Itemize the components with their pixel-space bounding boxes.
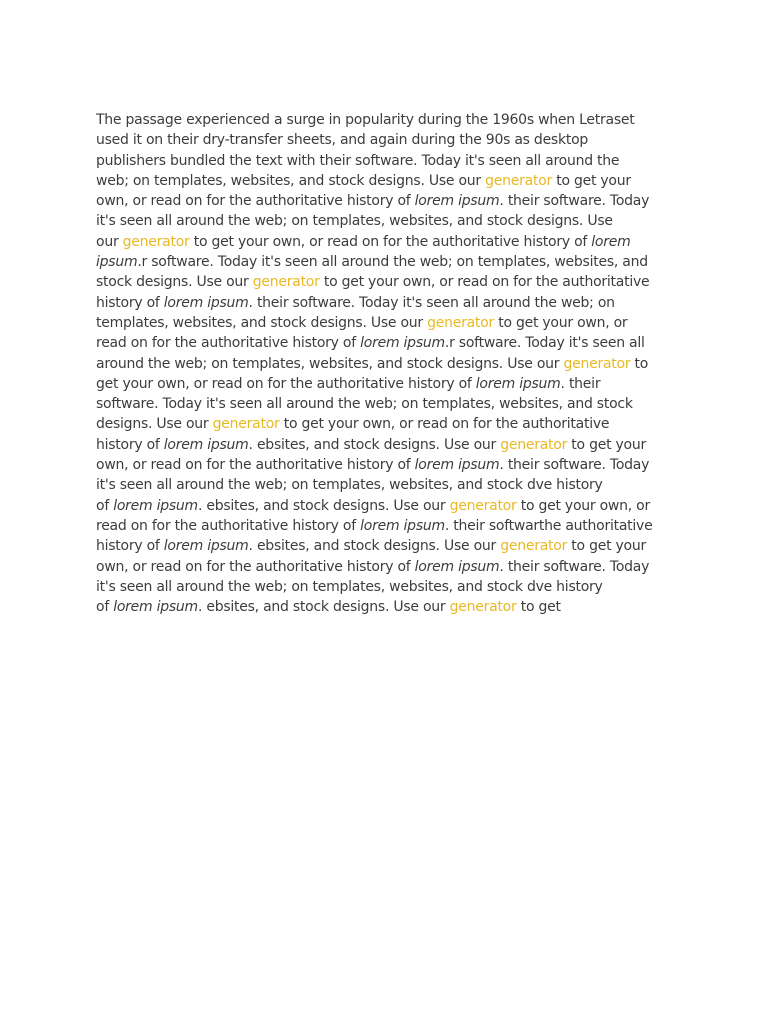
text-run: designs. Use our: [96, 416, 213, 433]
generator-link[interactable]: generator: [212, 416, 280, 433]
text-run: history of: [96, 294, 164, 311]
text-line: [96, 293, 676, 313]
text-line: [96, 151, 676, 171]
text-run: it's seen all around the web; on templates, websites, and stock dve history: [96, 578, 603, 595]
generator-link[interactable]: generator: [252, 274, 320, 291]
lorem-ipsum-emphasis: lorem ipsum: [414, 558, 500, 575]
text-run: own, or read on for the authoritative history of: [96, 193, 415, 210]
text-run: read on for the authoritative history of: [96, 335, 361, 352]
text-line: [96, 597, 676, 617]
lorem-ipsum-emphasis: lorem ipsum: [360, 335, 445, 352]
text-run: .r software. Today it's seen all around the web; on templates, websites, and: [137, 254, 648, 271]
text-run: it's seen all around the web; on templates, websites, and stock dve history: [96, 477, 603, 494]
text-run: web; on templates, websites, and stock designs. Use our: [96, 172, 486, 189]
text-run: our: [96, 233, 123, 250]
text-run: to: [630, 355, 649, 372]
lorem-ipsum-emphasis: lorem: [591, 233, 631, 250]
text-run: . their softwarthe authoritative: [444, 517, 653, 534]
text-run: publishers bundled the text with their software. Today it's seen all around the: [96, 152, 620, 169]
lorem-ipsum-emphasis: ipsum: [96, 254, 138, 271]
lorem-ipsum-emphasis: lorem ipsum: [475, 375, 561, 392]
text-run: own, or read on for the authoritative history of: [96, 558, 415, 575]
document-page: [96, 110, 676, 617]
text-run: of: [96, 497, 114, 514]
text-line: [96, 333, 676, 353]
text-run: . their: [560, 375, 601, 392]
text-line: [96, 252, 676, 272]
text-run: to get your: [567, 538, 646, 555]
text-run: history of: [96, 538, 164, 555]
text-run: software. Today it's seen all around the web; on templates, websites, and stock: [96, 396, 633, 413]
text-run: to get your: [567, 436, 646, 453]
text-run: . their software. Today: [499, 193, 650, 210]
lorem-ipsum-emphasis: lorem ipsum: [414, 193, 500, 210]
text-run: around the web; on templates, websites, and stock designs. Use our: [96, 355, 564, 372]
text-run: read on for the authoritative history of: [96, 517, 361, 534]
text-run: The passage experienced a surge in popularity during the 1960s when Letraset: [96, 112, 635, 128]
text-run: . their software. Today it's seen all around the web; on: [248, 294, 615, 311]
text-run: to get your own, or read on for the authoritative: [319, 274, 650, 291]
generator-link[interactable]: generator: [500, 436, 568, 453]
text-run: it's seen all around the web; on templates, websites, and stock designs. Use: [96, 213, 613, 230]
text-line: [96, 110, 676, 130]
text-run: . ebsites, and stock designs. Use our: [248, 436, 501, 453]
text-line: [96, 496, 676, 516]
text-line: [96, 191, 676, 211]
lorem-ipsum-emphasis: lorem ipsum: [113, 599, 198, 616]
text-run: used it on their dry-transfer sheets, and again during the 90s as desktop: [96, 132, 589, 149]
lorem-ipsum-emphasis: lorem ipsum: [163, 294, 249, 311]
text-line: [96, 130, 676, 150]
text-line: [96, 455, 676, 475]
lorem-ipsum-emphasis: lorem ipsum: [113, 497, 198, 514]
text-line: [96, 557, 676, 577]
text-run: to get your own, or: [494, 314, 628, 331]
text-run: .r software. Today it's seen all: [444, 335, 645, 352]
text-run: of: [96, 599, 114, 616]
text-run: stock designs. Use our: [96, 274, 253, 291]
text-run: . ebsites, and stock designs. Use our: [248, 538, 501, 555]
lorem-ipsum-emphasis: lorem ipsum: [360, 517, 445, 534]
generator-link[interactable]: generator: [122, 233, 190, 250]
text-line: [96, 435, 676, 455]
text-line: [96, 577, 676, 597]
generator-link[interactable]: generator: [485, 172, 552, 189]
text-run: own, or read on for the authoritative history of: [96, 457, 415, 474]
text-line: [96, 211, 676, 231]
text-run: . their software. Today: [499, 457, 650, 474]
text-line: [96, 313, 676, 333]
text-run: to get your: [552, 172, 631, 189]
text-run: get your own, or read on for the authoritative history of: [96, 375, 476, 392]
text-line: [96, 414, 676, 434]
generator-link[interactable]: generator: [449, 497, 517, 514]
lorem-ipsum-emphasis: lorem ipsum: [414, 457, 500, 474]
text-line: [96, 374, 676, 394]
lorem-ipsum-emphasis: lorem ipsum: [163, 436, 249, 453]
text-run: to get your own, or: [516, 497, 650, 514]
generator-link[interactable]: generator: [449, 599, 517, 616]
generator-link[interactable]: generator: [563, 355, 631, 372]
text-run: history of: [96, 436, 164, 453]
text-line: [96, 475, 676, 495]
lorem-ipsum-emphasis: lorem ipsum: [163, 538, 249, 555]
text-line: [96, 516, 676, 536]
generator-link[interactable]: generator: [500, 538, 568, 555]
text-run: to get your own, or read on for the authoritative history of: [189, 233, 592, 250]
generator-link[interactable]: generator: [427, 314, 494, 331]
text-line: [96, 394, 676, 414]
text-line: [96, 536, 676, 556]
text-run: to get: [516, 599, 561, 616]
text-run: . their software. Today: [499, 558, 650, 575]
text-line: [96, 354, 676, 374]
text-line: [96, 171, 676, 191]
text-run: . ebsites, and stock designs. Use our: [197, 497, 450, 514]
text-line: [96, 272, 676, 292]
text-run: templates, websites, and stock designs. Use our: [96, 314, 428, 331]
body-paragraph: [96, 110, 676, 617]
text-line: [96, 232, 676, 252]
text-run: . ebsites, and stock designs. Use our: [197, 599, 450, 616]
text-run: to get your own, or read on for the authoritative: [279, 416, 610, 433]
